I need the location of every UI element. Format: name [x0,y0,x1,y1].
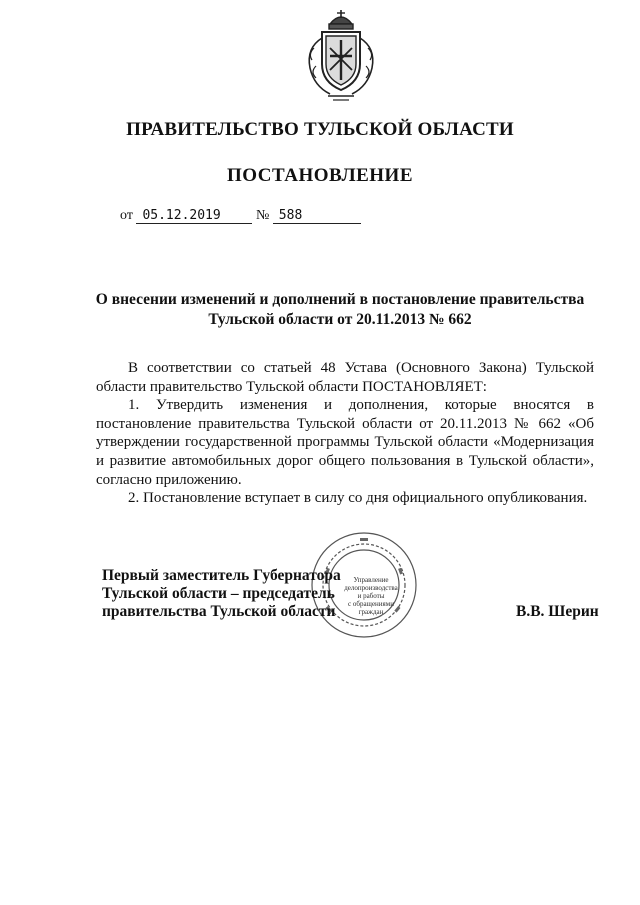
clause-2-paragraph: 2. Постановление вступает в силу со дня официального опубликования. [128,490,588,507]
subject-line-1: О внесении изменений и дополнений в постановление правительства [95,291,585,308]
signatory-title-line-1: Первый заместитель Губернатора [102,567,341,584]
document-number: 588 [273,208,361,224]
seal-inner-line-2: делопроизводства [344,584,398,592]
number-label: № [255,208,270,223]
date-number-line [120,208,361,224]
seal-inner-line-3: и работы [357,592,385,600]
preamble-paragraph: В соответствии со статьей 48 Устава (Основного Закона) Тульской области правительство Тульской области ПОСТАНОВЛЯЕТ: [96,360,594,395]
seal-inner-line-5: граждан [358,608,384,616]
clause-1-paragraph: 1. Утвердить изменения и дополнения, которые вносятся в постановление правительства Тульской области от 20.11.2013 № 662 «Об утверждении государственной программы Тульской области «Модернизация и развитие автомобильных дорог общего пользования в Тульской области», согласно приложению. [96,397,594,488]
signatory-name: В.В. Шерин [516,603,599,620]
document-body [96,359,594,508]
tula-coat-of-arms-icon [300,8,382,104]
signatory-title-line-3: правительства Тульской области [102,603,336,620]
seal-inner-line-4: с обращениями [348,600,394,608]
document-subject [60,290,620,330]
document-date: 05.12.2019 [136,208,252,224]
subject-line-2: Тульской области от 20.11.2013 № 662 [208,311,472,328]
signatory-title [102,567,341,621]
seal-inner-line-1: Управление [353,576,389,584]
signatory-title-line-2: Тульской области – председатель [102,585,335,602]
seal-inner-text [344,576,398,616]
date-label: от [120,208,133,223]
document-type-title: ПОСТАНОВЛЕНИЕ [226,165,414,186]
issuing-authority-title: ПРАВИТЕЛЬСТВО ТУЛЬСКОЙ ОБЛАСТИ [126,119,514,140]
